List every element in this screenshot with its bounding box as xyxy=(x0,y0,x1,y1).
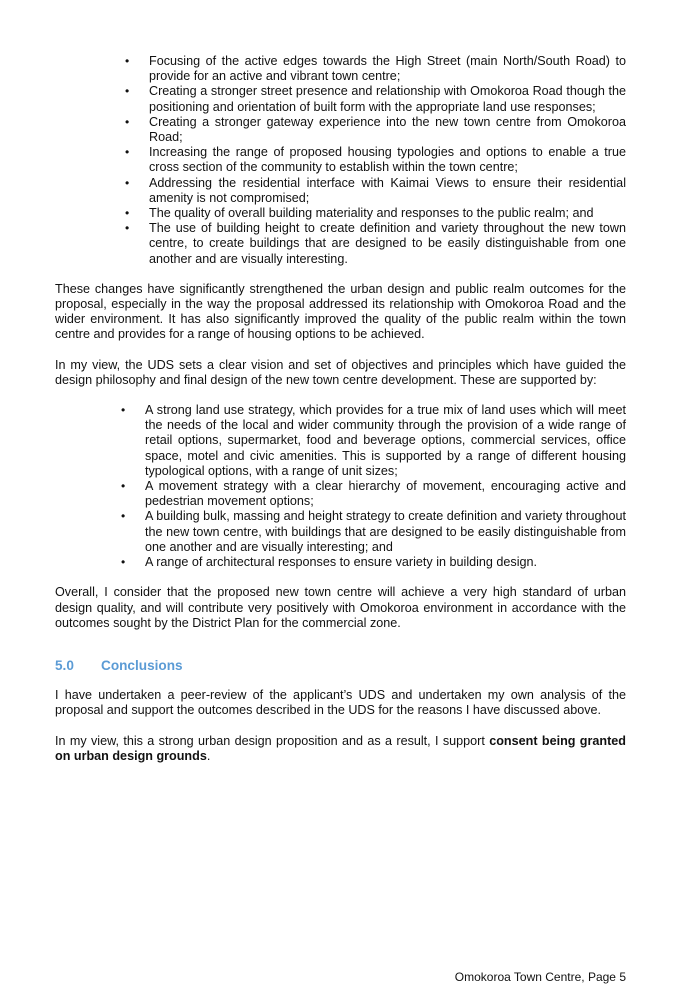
bullet-icon: • xyxy=(121,479,126,494)
list-item: • Increasing the range of proposed housing typologies and options to enable a true cross section of the community to establish within the town centre; xyxy=(125,145,626,175)
bullet-icon: • xyxy=(121,555,126,570)
bullet-icon: • xyxy=(121,509,126,524)
paragraph-changes: These changes have significantly strengthened the urban design and public realm outcomes for the proposal, especially in the way the proposal addressed its relationship with Omokoroa Road and the wider environment. It has also significantly improved the quality of the public realm within the town centre and provides for a range of housing options to be achieved. xyxy=(55,281,626,342)
conclusion-emphasis: consent being granted on urban design grounds xyxy=(55,733,626,763)
bullet-icon: • xyxy=(125,114,130,129)
bullet-icon: • xyxy=(125,145,130,160)
bullet-list-changes xyxy=(125,54,626,267)
paragraph-uds-view: In my view, the UDS sets a clear vision and set of objectives and principles which have guided the design philosophy and final design of the new town centre development. These are supported by: xyxy=(55,357,626,387)
bullet-icon: • xyxy=(125,206,130,221)
list-item: • Addressing the residential interface with Kaimai Views to ensure their residential amenity is not compromised; xyxy=(125,175,626,205)
list-item: • The use of building height to create definition and variety throughout the new town centre, to create buildings that are designed to be easily distinguishable from one another and are visually interesting. xyxy=(125,221,626,266)
paragraph-overall: Overall, I consider that the proposed new town centre will achieve a very high standard of urban design quality, and will contribute very positively with Omokoroa environment in accordance with the outcomes sought by the District Plan for the commercial zone. xyxy=(55,585,626,630)
section-heading xyxy=(55,658,626,673)
bullet-list-support xyxy=(121,403,626,570)
list-item: • A building bulk, massing and height strategy to create definition and variety throughout the new town centre, with buildings that are designed to be easily distinguishable from one another and are visually interesting; and xyxy=(121,509,626,554)
list-item: • Creating a stronger gateway experience into the new town centre from Omokoroa Road; xyxy=(125,114,626,145)
paragraph-peer-review: I have undertaken a peer-review of the applicant’s UDS and undertaken my own analysis of the proposal and support the outcomes described in the UDS for the reasons I have discussed above. xyxy=(55,688,626,718)
bullet-icon: • xyxy=(125,84,130,99)
list-item: • The quality of overall building materiality and responses to the public realm; and xyxy=(125,206,594,221)
bullet-icon: • xyxy=(121,403,126,418)
bullet-icon: • xyxy=(125,221,130,236)
bullet-icon: • xyxy=(125,54,130,68)
list-item: • Creating a stronger street presence and relationship with Omokoroa Road though the positioning and orientation of built form with the appropriate land use responses; xyxy=(125,84,626,114)
body-column xyxy=(55,54,626,764)
bullet-icon: • xyxy=(125,175,130,190)
section-title: Conclusions xyxy=(101,657,183,673)
paragraph-conclusion: In my view, this a strong urban design proposition and as a result, I support consent being granted on urban design grounds. xyxy=(55,733,626,763)
list-item: • Focusing of the active edges towards the High Street (main North/South Road) to provide for an active and vibrant town centre; xyxy=(125,54,626,84)
list-item: • A strong land use strategy, which provides for a true mix of land uses which will meet the needs of the local and wider community through the provision of a wide range of retail options, supermarket, food and beverage options, commercial services, office space, motel and civic amenities. This is supported by a range of different housing typological options, with a range of unit sizes; xyxy=(121,403,626,478)
section-number: 5.0 xyxy=(55,657,74,673)
list-item: • A range of architectural responses to ensure variety in building design. xyxy=(121,555,538,570)
page-footer: Omokoroa Town Centre, Page 5 xyxy=(454,970,626,984)
list-item: • A movement strategy with a clear hierarchy of movement, encouraging active and pedestrian movement options; xyxy=(121,479,626,509)
